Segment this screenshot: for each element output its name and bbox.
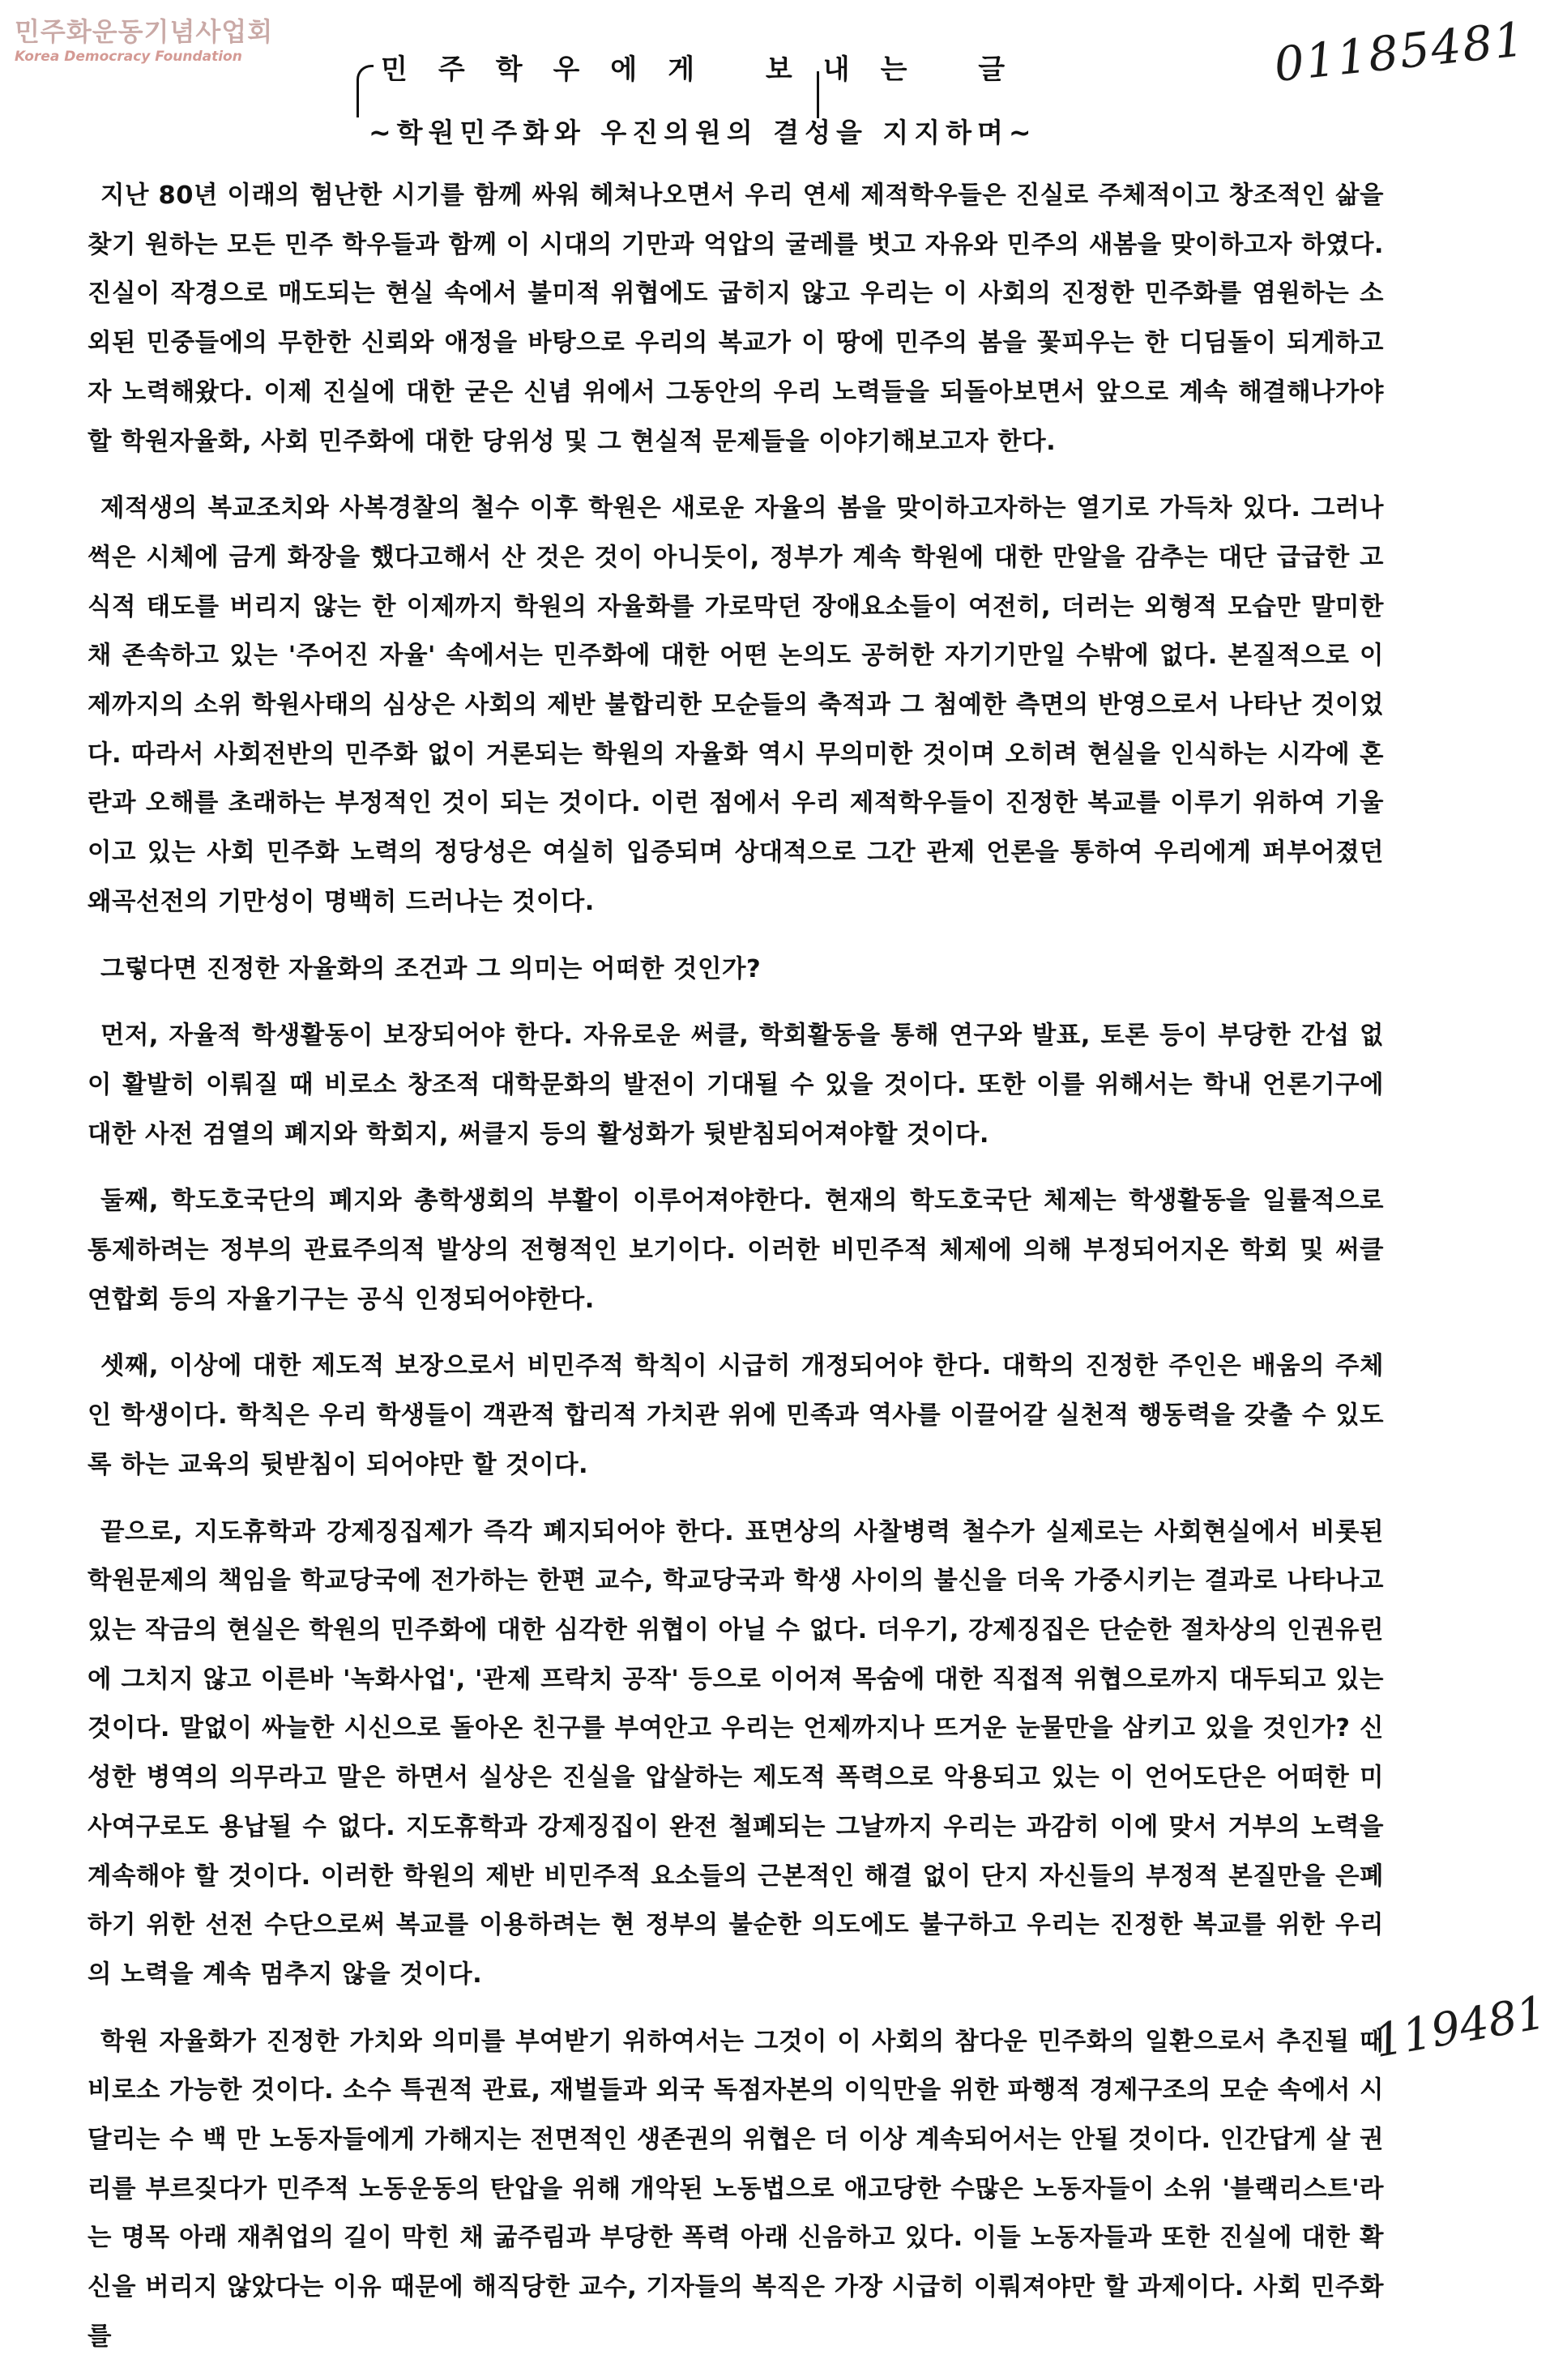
paragraph-3: 그렇다면 진정한 자율화의 조건과 그 의미는 어떠한 것인가? (100, 954, 762, 983)
paragraph-6: 셋째, 이상에 대한 제도적 보장으로서 비민주적 학칙이 시급히 개정되어야 한다. 대학의 진정한 주인은 배움의 주체인 학생이다. 학칙은 우리 학생들이 객관적 합리적 가치관 위에 민족과 역사를 이끌어갈 실천적 행동력을 갖출 수 있도록 하는 교육의 뒷받침이 되어야만 할 것이다. (88, 1352, 1384, 1479)
document-subtitle: ~학원민주화와 우진의원의 결성을 지지하며~ (369, 117, 1037, 148)
watermark-english: Korea Democracy Foundation (15, 49, 242, 65)
paragraph-1: 지난 80년 이래의 험난한 시기를 함께 싸워 헤쳐나오면서 우리 연세 제적학우들은 진실로 주체적이고 창조적인 삶을 찾기 원하는 모든 민주 학우들과 함께 이 시대의 기만과 억압의 굴레를 벗고 자유와 민주의 새봄을 맞이하고자 하였다. 진실이 작경으로 매도되는 현실 속에서 불미적 위협에도 굽히지 않고 우리는 이 사회의 진정한 민주화를 염원하는 소외된 민중들에의 무한한 신뢰와 애정을 바탕으로 우리의 복교가 이 땅에 민주의 봄을 꽃피우는 한 디딤돌이 되게하고자 노력해왔다. 이제 진실에 대한 굳은 신념 위에서 그동안의 우리 노력들을 되돌아보면서 앞으로 계속 해결해나가야 할 학원자율화, 사회 민주화에 대한 당위성 및 그 현실적 문제들을 이야기해보고자 한다. (88, 181, 1384, 456)
document-title: 민주학우에게 보내는 글 (381, 53, 1036, 86)
page-number: 119481 (1369, 1985, 1550, 2069)
foundation-watermark (15, 11, 274, 76)
paragraph-5: 둘째, 학도호국단의 폐지와 총학생회의 부활이 이루어져야한다. 현재의 학도호국단 체제는 학생활동을 일률적으로 통제하려는 정부의 관료주의적 발상의 전형적인 보기이다. 이러한 비민주적 체제에 의해 부정되어지온 학회 및 써클 연합회 등의 자율기구는 공식 인정되어야한다. (88, 1187, 1384, 1314)
document-body (88, 172, 1384, 2380)
watermark-korean: 민주화운동기념사업회 (15, 16, 274, 47)
title-bracket-mark (357, 65, 374, 117)
paragraph-4: 먼저, 자율적 학생활동이 보장되어야 한다. 자유로운 써클, 학회활동을 통해 연구와 발표, 토론 등이 부당한 간섭 없이 활발히 이뤄질 때 비로소 창조적 대학문화의 발전이 기대될 수 있을 것이다. 또한 이를 위해서는 학내 언론기구에 대한 사전 검열의 폐지와 학회지, 써클지 등의 활성화가 뒷받침되어져야할 것이다. (88, 1022, 1384, 1149)
archive-code: 01185481 (1271, 11, 1528, 93)
paragraph-8: 학원 자율화가 진정한 가치와 의미를 부여받기 위하여서는 그것이 이 사회의 참다운 민주화의 일환으로서 추진될 때 비로소 가능한 것이다. 소수 특권적 관료, 재벌들과 외국 독점자본의 이익만을 위한 파행적 경제구조의 모순 속에서 시달리는 수 백 만 노동자들에게 가해지는 전면적인 생존권의 위협은 더 이상 계속되어서는 안될 것이다. 인간답게 살 권리를 부르짖다가 민주적 노동운동의 탄압을 위해 개악된 노동법으로 애고당한 수많은 노동자들이 소위 '블랙리스트'라는 명목 아래 재취업의 길이 막힌 채 굶주림과 부당한 폭력 아래 신음하고 있다. 이들 노동자들과 또한 진실에 대한 확신을 버리지 않았다는 이유 때문에 해직당한 교수, 기자들의 복직은 가장 시급히 이뤄져야만 할 과제이다. 사회 민주화를 (88, 2027, 1384, 2351)
paragraph-7: 끝으로, 지도휴학과 강제징집제가 즉각 폐지되어야 한다. 표면상의 사찰병력 철수가 실제로는 사회현실에서 비롯된 학원문제의 책임을 학교당국에 전가하는 한편 교수, 학교당국과 학생 사이의 불신을 더욱 가중시키는 결과로 나타나고 있는 작금의 현실은 학원의 민주화에 대한 심각한 위협이 아닐 수 없다. 더우기, 강제징집은 단순한 절차상의 인권유린에 그치지 않고 이른바 '녹화사업', '관제 프락치 공작' 등으로 이어져 목숨에 대한 직접적 위협으로까지 대두되고 있는 것이다. 말없이 싸늘한 시신으로 돌아온 친구를 부여안고 우리는 언제까지나 뜨거운 눈물만을 삼키고 있을 것인가? 신성한 병역의 의무라고 말은 하면서 실상은 진실을 압살하는 제도적 폭력으로 악용되고 있는 이 언어도단은 어떠한 미사여구로도 용납될 수 없다. 지도휴학과 강제징집이 완전 철폐되는 그날까지 우리는 과감히 이에 맞서 거부의 노력을 계속해야 할 것이다. 이러한 학원의 제반 비민주적 요소들의 근본적인 해결 없이 단지 자신들의 부정적 본질만을 은폐하기 위한 선전 수단으로써 복교를 이용하려는 현 정부의 불순한 의도에도 불구하고 우리는 진정한 복교를 위한 우리의 노력을 계속 멈추지 않을 것이다. (88, 1517, 1384, 1989)
paragraph-2: 제적생의 복교조치와 사복경찰의 철수 이후 학원은 새로운 자율의 봄을 맞이하고자하는 열기로 가득차 있다. 그러나 썩은 시체에 금게 화장을 했다고해서 산 것은 것이 아니듯이, 정부가 계속 학원에 대한 만알을 감추는 대단 급급한 고식적 태도를 버리지 않는 한 이제까지 학원의 자율화를 가로막던 장애요소들이 여전히, 더러는 외형적 모습만 말미한 채 존속하고 있는 '주어진 자율' 속에서는 민주화에 대한 어떤 논의도 공허한 자기기만일 수밖에 없다. 본질적으로 이제까지의 소위 학원사태의 심상은 사회의 제반 불합리한 모순들의 축적과 그 첨예한 측면의 반영으로서 나타난 것이었다. 따라서 사회전반의 민주화 없이 거론되는 학원의 자율화 역시 무의미한 것이며 오히려 현실을 인식하는 시각에 혼란과 오해를 초래하는 부정적인 것이 되는 것이다. 이런 점에서 우리 제적학우들이 진정한 복교를 이루기 위하여 기울이고 있는 사회 민주화 노력의 정당성은 여실히 입증되며 상대적으로 그간 관제 언론을 통하여 우리에게 퍼부어졌던 왜곡선전의 기만성이 명백히 드러나는 것이다. (88, 494, 1384, 916)
